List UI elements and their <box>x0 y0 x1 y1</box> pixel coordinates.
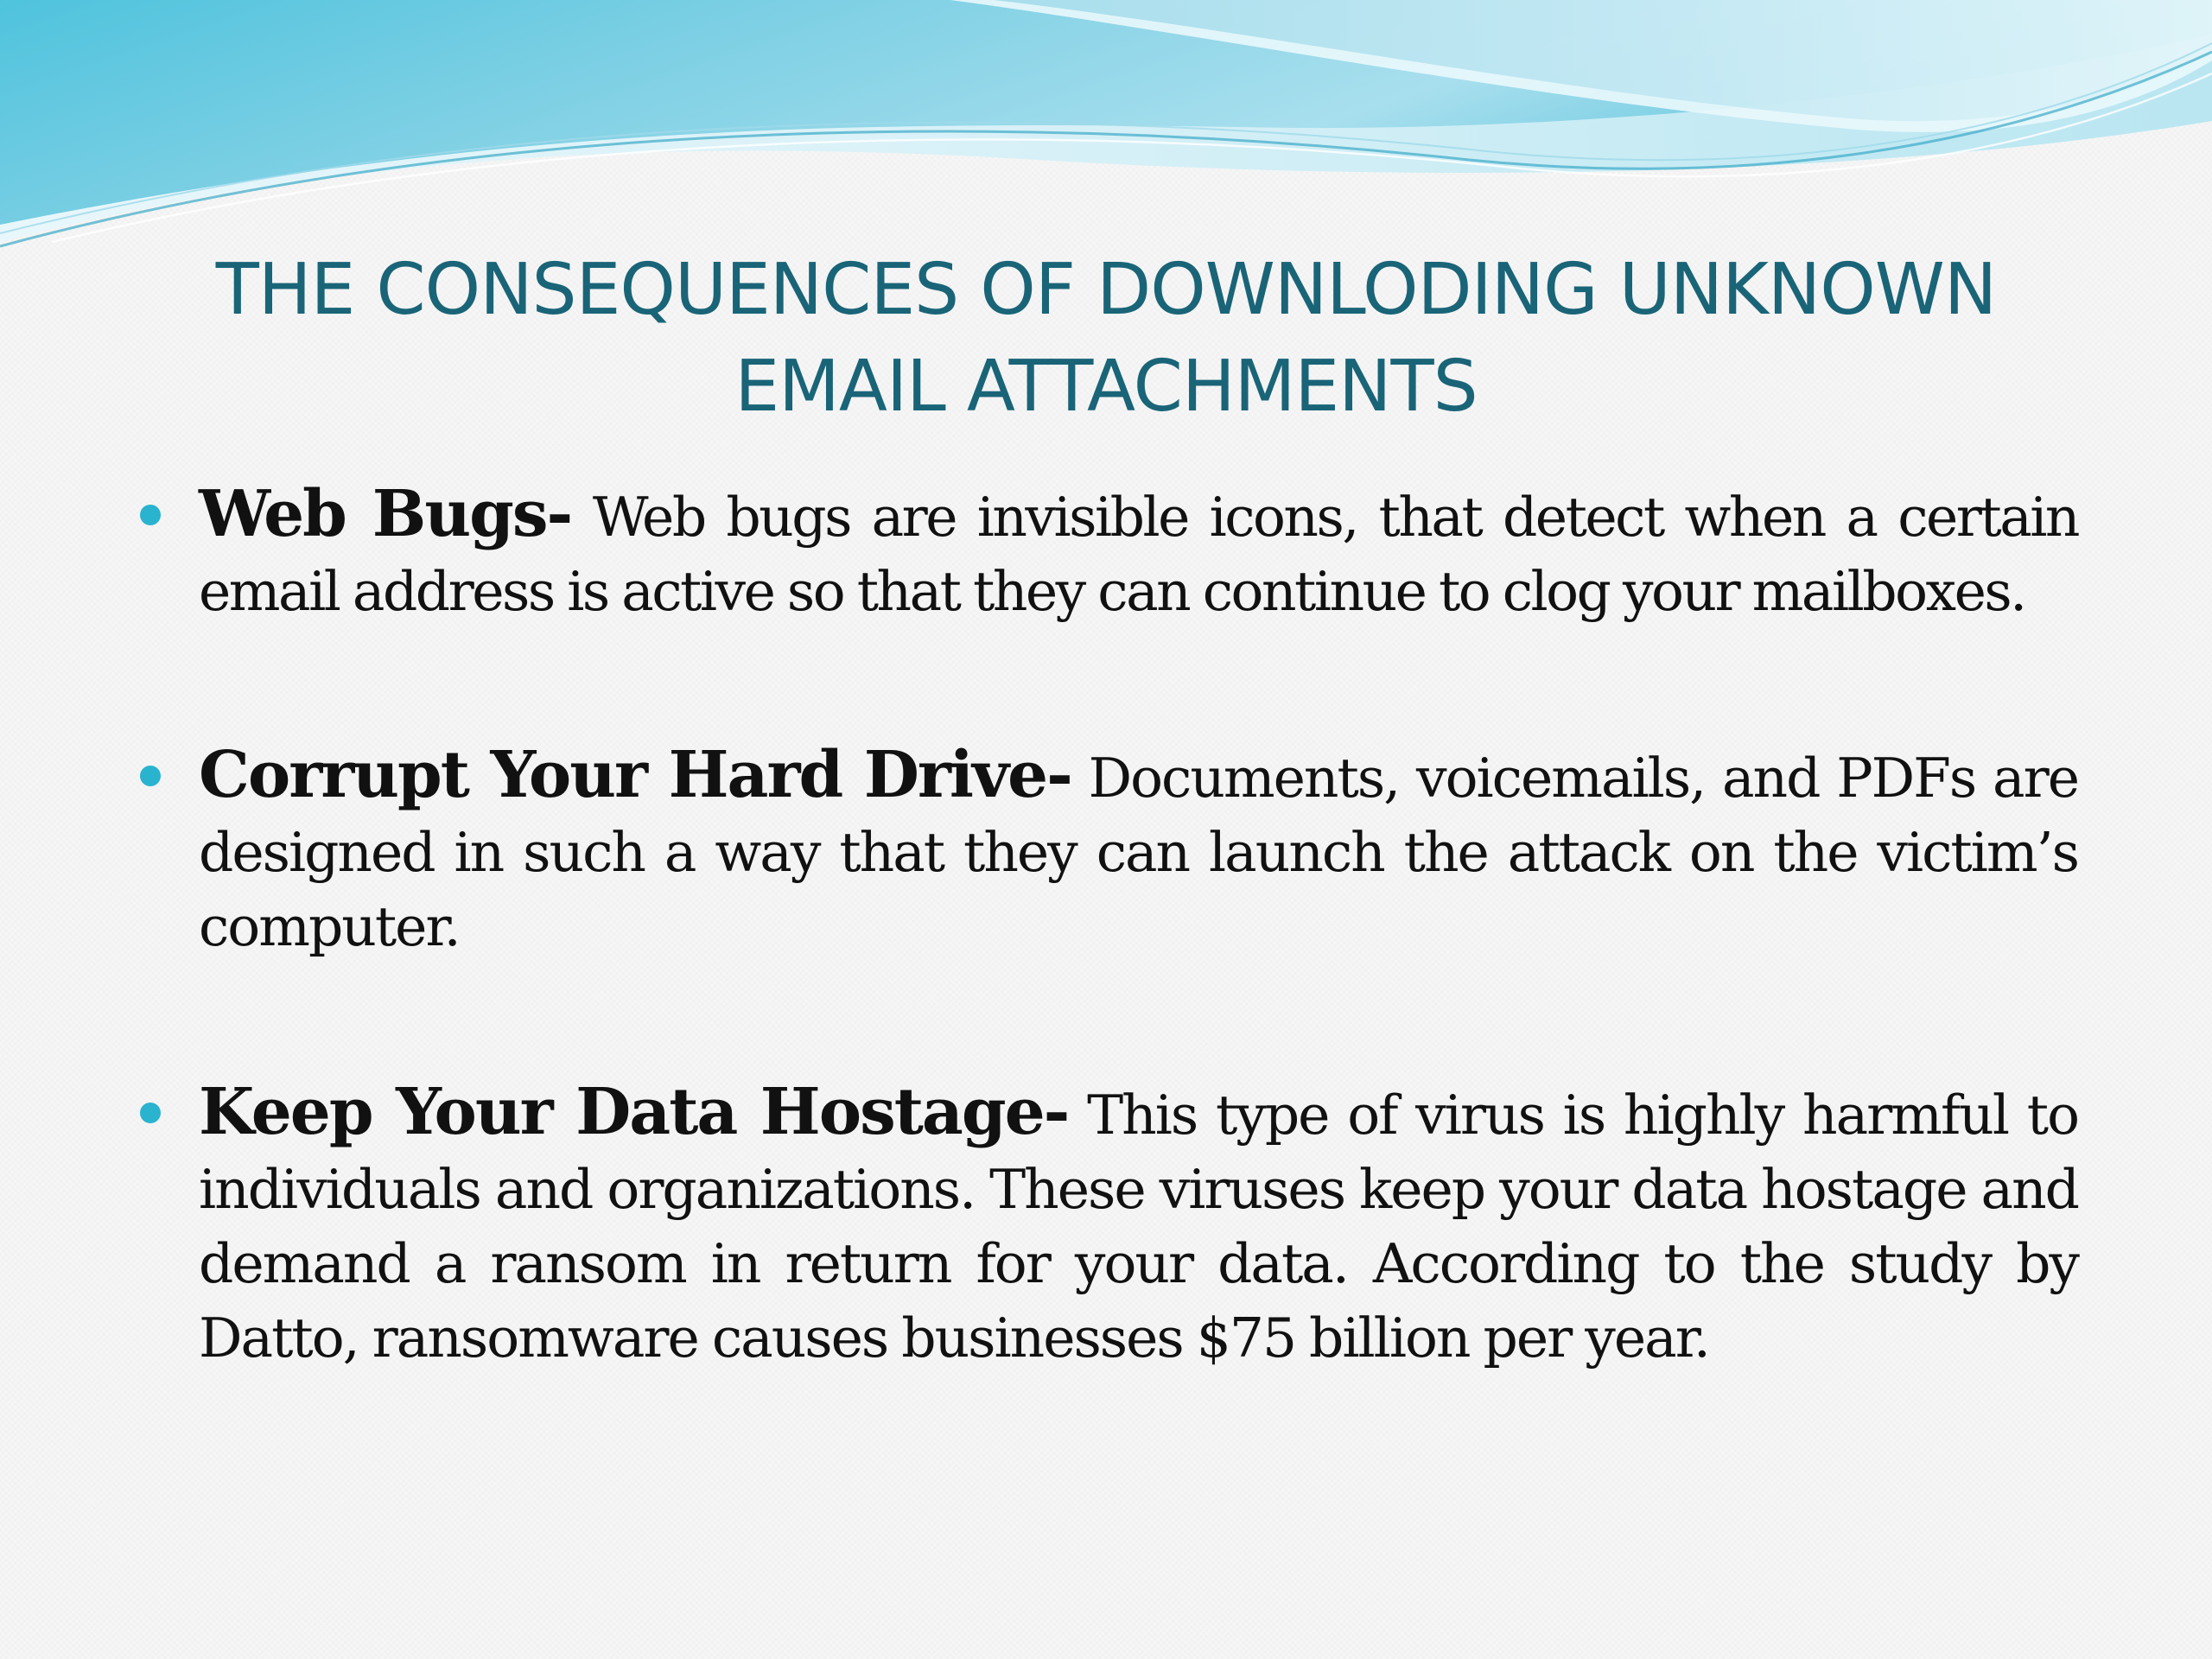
bullet-dot-icon <box>140 766 161 786</box>
bullet-text: Documents, voicemails, and PDFs are designed in such a way that they can launch the attack on the victim’s computer. <box>199 747 2078 958</box>
slide-title-line-2: EMAIL ATTACHMENTS <box>734 346 1478 428</box>
bullet-item-corrupt-hard-drive <box>199 738 2078 964</box>
bullet-list <box>199 477 2078 1376</box>
bullet-text: Web bugs are invisible icons, that detect when a certain email address is active so that they can continue to clog your mailboxes. <box>199 486 2078 623</box>
bullet-term: Web Bugs- <box>199 477 572 551</box>
slide-title <box>112 242 2100 435</box>
bullet-term: Keep Your Data Hostage- <box>199 1075 1069 1149</box>
bullet-dot-icon <box>140 1103 161 1123</box>
bullet-term: Corrupt Your Hard Drive- <box>199 738 1071 812</box>
bullet-text: This type of virus is highly harmful to individuals and organizations. These viruses keep your data hostage and demand a ransom in return for your data. According to the study by Datto, ransomware causes businesses $75 billion per year. <box>199 1084 2078 1370</box>
bullet-item-web-bugs <box>199 477 2078 629</box>
bullet-item-data-hostage <box>199 1075 2078 1376</box>
header-wave-decoration <box>0 0 2212 259</box>
slide-title-line-1: THE CONSEQUENCES OF DOWNLODING UNKNOWN <box>215 249 1997 331</box>
bullet-dot-icon <box>140 505 161 525</box>
